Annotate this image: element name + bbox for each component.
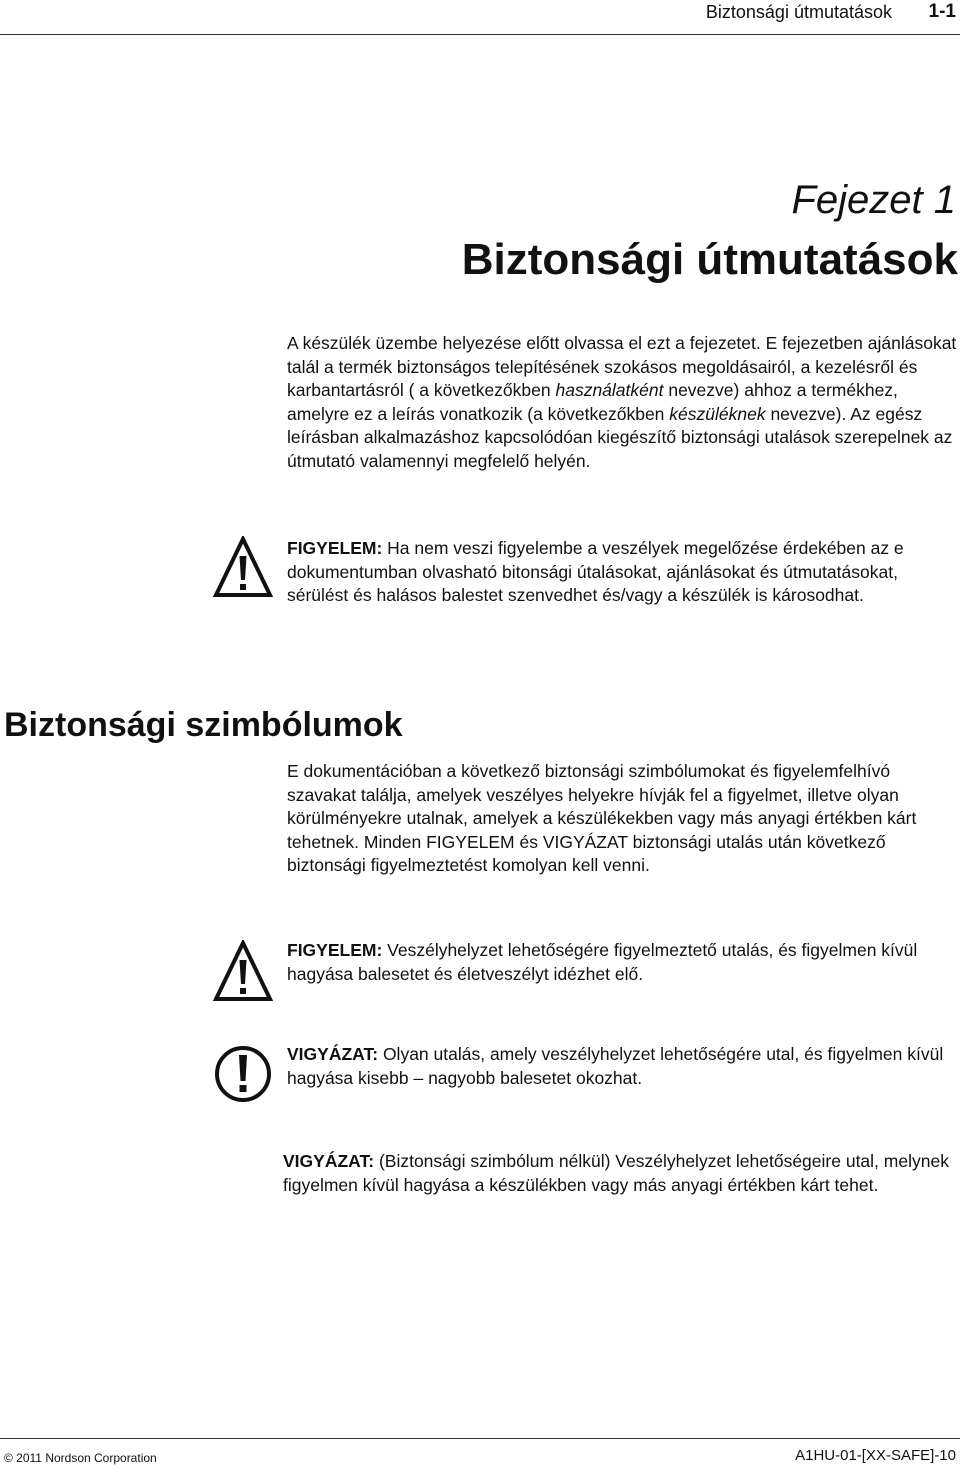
symbol-caution-text (287, 1043, 957, 1090)
warning-triangle-icon (213, 940, 273, 1002)
footer-divider (0, 1438, 960, 1439)
intro-text-2: nevezve) ahhoz a termékhez, amelyre ez a leírás vonatkozik (a következőkben (287, 380, 898, 424)
symbol-warning-text (287, 939, 957, 986)
caution-no-symbol-text (283, 1150, 957, 1197)
caution-circle-icon (213, 1043, 273, 1105)
symbol-warning-label: FIGYELEM: (287, 940, 383, 960)
symbol-caution-label: VIGYÁZAT: (287, 1044, 379, 1064)
main-warning-text (287, 537, 957, 608)
warning-triangle-icon (213, 536, 273, 598)
intro-term-usage: használatként (555, 380, 664, 400)
intro-paragraph (287, 332, 957, 473)
intro-term-device: készüléknek (669, 403, 766, 424)
intro-text-3: nevezve). Az egész leírásban alkalmazáshoz kapcsolódóan kiegészítő biztonsági utalások szerepelnek az útmutató valamennyi megfelelő helyén. (287, 403, 953, 471)
header-section-title: Biztonsági útmutatások (705, 2, 892, 22)
symbol-caution-body: Olyan utalás, amely veszélyhelyzet lehetőségére utal, és figyelmen kívül hagyása kisebb – nagyobb balesetet okozhat. (287, 1044, 944, 1088)
main-warning-label: FIGYELEM: (287, 538, 383, 558)
chapter-label: Fejezet 1 (791, 178, 956, 222)
symbols-intro-paragraph: E dokumentációban a következő biztonsági szimbólumokat és figyelemfelhívó szavakat találja, amelyek veszélyes helyekre hívják fel a figyelmet, illetve olyan körülményekre utalnak, amelyek a készülékekben vagy más anyagi értékben kárt tehetnek. Minden FIGYELEM és VIGYÁZAT biztonsági utalás után következő biztonsági figyelmeztetést komolyan kell venni. (287, 761, 917, 875)
header-divider (0, 34, 960, 35)
chapter-title: Biztonsági útmutatások (461, 235, 958, 284)
caution-no-symbol-body: (Biztonsági szimbólum nélkül) Veszélyhelyzet lehetőségeire utal, melynek figyelmen kívül hagyása a készülékben vagy más anyagi értékben kárt tehet. (283, 1151, 949, 1195)
header-page-number: 1-1 (928, 1, 956, 22)
main-warning-body: Ha nem veszi figyelembe a veszélyek megelőzése érdekében az e dokumentumban olvasható bitonsági útalásokat, ajánlásokat és útmutatásokat, sérülést és halásos balestet szenvedhet és/vagy a készülék is károsodhat. (287, 538, 904, 605)
caution-no-symbol-label: VIGYÁZAT: (283, 1151, 375, 1171)
intro-text-1: A készülék üzembe helyezése előtt olvassa el ezt a fejezetet. E fejezetben ajánlásokat talál a termék biztonságos telepítésének szokásos megoldásairól, a kezelésről és karbantartásról ( a következőkben (287, 333, 957, 400)
symbol-warning-body: Veszélyhelyzet lehetőségére figyelmeztető utalás, és figyelmen kívül hagyása balesetet és életveszélyt idézhet elő. (287, 940, 918, 984)
section-heading: Biztonsági szimbólumok (4, 706, 403, 744)
footer-doc-code: A1HU-01-[XX-SAFE]-10 (795, 1447, 956, 1464)
footer-copyright: © 2011 Nordson Corporation (4, 1451, 157, 1465)
